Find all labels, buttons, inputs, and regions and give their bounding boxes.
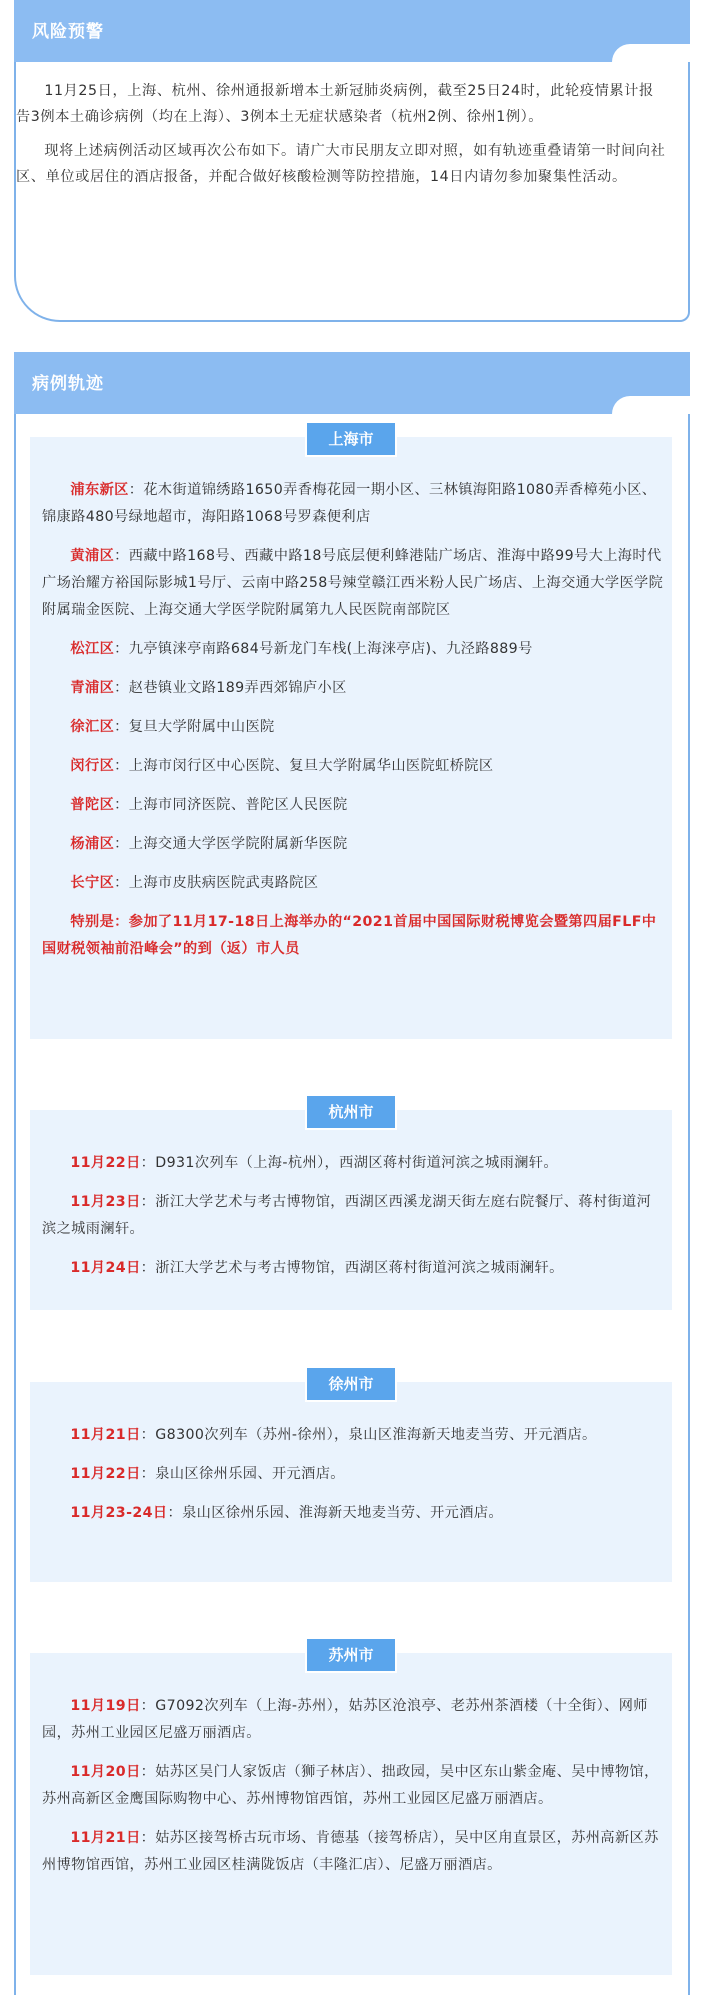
- item-text: 姑苏区吴门人家饭店（狮子林店）、拙政园，吴中区东山紫金庵、吴中博物馆，苏州高新区金鹰国际购物中心、苏州博物馆西馆，苏州工业园区尼盛万丽酒店。: [42, 1764, 659, 1807]
- item-text: 西藏中路168号、西藏中路18号底层便利蜂港陆广场店、淮海中路99号大上海时代广场治耀方裕国际影城1号厅、云南中路258号辣堂赣江西米粉人民广场店、上海交通大学医学院附属瑞金医院、上海交通大学医学院附属第九人民医院南部院区: [42, 548, 664, 618]
- separator: ：: [140, 1830, 156, 1846]
- district-label: 青浦区: [70, 680, 115, 696]
- separator: ：: [114, 875, 129, 891]
- item-text: 上海交通大学医学院附属新华医院: [128, 836, 348, 852]
- list-item: [42, 636, 664, 663]
- city-block-shanghai: [30, 430, 672, 1039]
- city-items-shanghai: [42, 477, 664, 975]
- district-label: 长宁区: [70, 875, 115, 891]
- date-label: 11月23日: [70, 1194, 141, 1210]
- list-item: [42, 675, 664, 702]
- risk-paragraph-1: 11月25日，上海、杭州、徐州通报新增本土新冠肺炎病例，截至25日24时，此轮疫情累计报告3例本土确诊病例（均在上海）、3例本土无症状感染者（杭州2例、徐州1例）。: [16, 83, 654, 125]
- list-item: [42, 1759, 664, 1813]
- city-items-hangzhou: [42, 1150, 664, 1294]
- city-block-xuzhou: [30, 1375, 672, 1582]
- district-label: 黄浦区: [70, 548, 115, 564]
- item-text: 泉山区徐州乐园、开元酒店。: [155, 1466, 345, 1482]
- city-items-xuzhou: [42, 1422, 664, 1539]
- district-label: 普陀区: [70, 797, 115, 813]
- list-item: [42, 1189, 664, 1243]
- city-tag-suzhou: 苏州市: [307, 1639, 395, 1671]
- date-label: 11月23-24日: [70, 1505, 168, 1521]
- date-label: 11月22日: [70, 1466, 141, 1482]
- separator: ：: [114, 836, 129, 852]
- separator: ：: [114, 680, 129, 696]
- item-text: 上海市闵行区中心医院、复旦大学附属华山医院虹桥院区: [128, 758, 494, 774]
- item-text: 复旦大学附属中山医院: [128, 719, 275, 735]
- city-tag-hangzhou: 杭州市: [307, 1096, 395, 1128]
- item-text: 浙江大学艺术与考古博物馆，西湖区蒋村街道河滨之城雨澜轩。: [155, 1260, 564, 1276]
- list-item: [42, 1693, 664, 1747]
- item-text: 上海市皮肤病医院武夷路院区: [128, 875, 319, 891]
- case-track-header: [14, 352, 690, 414]
- list-item: [42, 831, 664, 858]
- risk-warning-body: [16, 78, 668, 198]
- district-label: 浦东新区: [70, 482, 129, 498]
- district-label: 闵行区: [70, 758, 115, 774]
- separator: ：: [114, 797, 129, 813]
- separator: ：: [114, 758, 129, 774]
- district-label: 杨浦区: [70, 836, 115, 852]
- separator: ：: [114, 641, 129, 657]
- risk-warning-title: 风险预警: [32, 22, 104, 42]
- separator: ：: [140, 1466, 156, 1482]
- date-label: 11月21日: [70, 1427, 141, 1443]
- item-text: D931次列车（上海-杭州），西湖区蒋村街道河滨之城雨澜轩。: [155, 1155, 558, 1171]
- separator: ：: [140, 1155, 156, 1171]
- separator: ：: [128, 482, 144, 498]
- separator: ：: [114, 548, 129, 564]
- separator: ：: [140, 1427, 156, 1443]
- separator: ：: [140, 1764, 156, 1780]
- list-item: [42, 792, 664, 819]
- separator: ：: [140, 1260, 156, 1276]
- list-item: [42, 870, 664, 897]
- district-label: 松江区: [70, 641, 115, 657]
- city-tag-xuzhou: 徐州市: [307, 1368, 395, 1400]
- item-text: 九亭镇涞亭南路684号新龙门车栈(上海涞亭店)、九泾路889号: [128, 641, 533, 657]
- city-items-suzhou: [42, 1693, 664, 1891]
- item-text: G8300次列车（苏州-徐州），泉山区淮海新天地麦当劳、开元酒店。: [155, 1427, 597, 1443]
- separator: ：: [140, 1698, 156, 1714]
- date-label: 11月21日: [70, 1830, 141, 1846]
- list-item: [42, 1255, 664, 1282]
- city-block-hangzhou: [30, 1103, 672, 1310]
- list-item: [42, 1461, 664, 1488]
- date-label: 11月24日: [70, 1260, 141, 1276]
- separator: ：: [114, 719, 129, 735]
- case-track-title: 病例轨迹: [32, 374, 104, 394]
- separator: ：: [140, 1194, 156, 1210]
- date-label: 11月20日: [70, 1764, 141, 1780]
- list-item: [42, 1150, 664, 1177]
- list-item: [42, 543, 664, 624]
- header-tab-decoration: [612, 44, 690, 62]
- city-tag-shanghai: 上海市: [307, 423, 395, 455]
- risk-warning-header: [14, 0, 690, 62]
- date-label: 11月19日: [70, 1698, 141, 1714]
- header-tab-decoration: [612, 396, 690, 414]
- item-text: G7092次列车（上海-苏州），姑苏区沧浪亭、老苏州茶酒楼（十全街）、网师园，苏州工业园区尼盛万丽酒店。: [42, 1698, 648, 1741]
- separator: ：: [167, 1505, 183, 1521]
- item-text: 泉山区徐州乐园、淮海新天地麦当劳、开元酒店。: [182, 1505, 504, 1521]
- list-item: [42, 1422, 664, 1449]
- item-text: 花木街道锦绣路1650弄香梅花园一期小区、三林镇海阳路1080弄香樟苑小区、锦康路480号绿地超市，海阳路1068号罗森便利店: [42, 482, 657, 525]
- list-item: [42, 477, 664, 531]
- item-text: 浙江大学艺术与考古博物馆，西湖区西溪龙湖天街左庭右院餐厅、蒋村街道河滨之城雨澜轩。: [42, 1194, 652, 1237]
- item-text: 姑苏区接驾桥古玩市场、肯德基（接驾桥店），吴中区甪直景区，苏州高新区苏州博物馆西馆，苏州工业园区桂满陇饭店（丰隆汇店）、尼盛万丽酒店。: [42, 1830, 659, 1873]
- list-item: [42, 1825, 664, 1879]
- item-text: 上海市同济医院、普陀区人民医院: [128, 797, 348, 813]
- special-notice: 特别是：参加了11月17-18日上海举办的“2021首届中国国际财税博览会暨第四届FLF中国财税领袖前沿峰会”的到（返）市人员: [42, 914, 657, 957]
- date-label: 11月22日: [70, 1155, 141, 1171]
- list-item: [42, 714, 664, 741]
- item-text: 赵巷镇业文路189弄西郊锦庐小区: [128, 680, 347, 696]
- district-label: 徐汇区: [70, 719, 115, 735]
- city-block-suzhou: [30, 1646, 672, 1975]
- list-item: [42, 1500, 664, 1527]
- risk-paragraph-2: 现将上述病例活动区域再次公布如下。请广大市民朋友立即对照，如有轨迹重叠请第一时间向社区、单位或居住的酒店报备，并配合做好核酸检测等防控措施，14日内请勿参加聚集性活动。: [16, 143, 666, 185]
- list-item: [42, 753, 664, 780]
